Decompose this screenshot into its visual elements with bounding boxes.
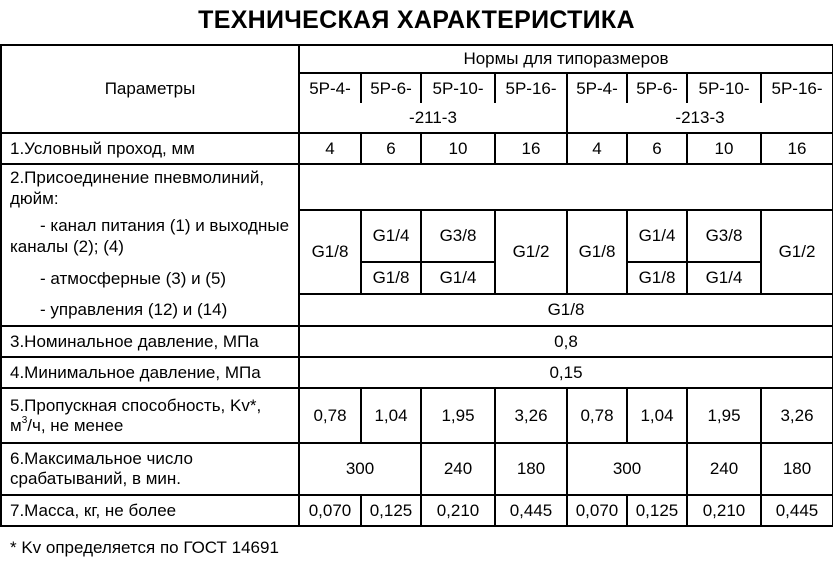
size-header: 5Р-6-: [361, 73, 421, 103]
row-nominal-bore: [1, 133, 833, 164]
param-label: 3.Номинальное давление, МПа: [1, 326, 299, 357]
param-label: 4.Минимальное давление, МПа: [1, 357, 299, 388]
value-cell: 6: [627, 133, 687, 164]
value-cell: 0,78: [299, 388, 361, 443]
flow-unit-post: /ч, не менее: [27, 415, 124, 435]
norms-header: Нормы для типоразмеров: [299, 45, 833, 73]
row-connection-ctrl: [1, 294, 833, 326]
value-cell: G3/8: [687, 210, 761, 262]
value-cell: 240: [421, 443, 495, 495]
param-sublabel: [1, 262, 299, 294]
value-cell: 180: [761, 443, 833, 495]
spec-table: [0, 44, 833, 527]
value-cell: 3,26: [495, 388, 567, 443]
supply-sublabel: - канал питания (1) и выходные каналы (2); (4): [10, 216, 290, 256]
value-cell: 0,210: [687, 495, 761, 526]
size-header: 5Р-10-: [421, 73, 495, 103]
value-cell: 0,070: [299, 495, 361, 526]
group-header-211: -211-3: [299, 103, 567, 133]
value-cell: 0,125: [361, 495, 421, 526]
value-cell: G1/8: [627, 262, 687, 294]
value-cell: G1/4: [421, 262, 495, 294]
value-cell: G1/2: [495, 210, 567, 294]
value-cell: 0,445: [495, 495, 567, 526]
value-cell: 0,78: [567, 388, 627, 443]
row-flow-capacity: [1, 388, 833, 443]
value-cell: G1/8: [567, 210, 627, 294]
value-cell: G1/8: [361, 262, 421, 294]
value-cell: 0,125: [627, 495, 687, 526]
value-cell: 6: [361, 133, 421, 164]
value-cell: 0,15: [299, 357, 833, 388]
value-cell: 1,04: [361, 388, 421, 443]
value-cell: 0,210: [421, 495, 495, 526]
flow-unit-pre: м: [10, 415, 22, 435]
row-connection-header: [1, 164, 833, 210]
value-cell: 4: [299, 133, 361, 164]
row-max-cycles: [1, 443, 833, 495]
header-row-norms: [1, 45, 833, 73]
value-cell: G1/4: [687, 262, 761, 294]
value-cell: 16: [761, 133, 833, 164]
group-header-213: -213-3: [567, 103, 833, 133]
param-label: 6.Максимальное число срабатываний, в мин.: [1, 443, 299, 495]
size-header: 5Р-4-: [299, 73, 361, 103]
value-cell: 4: [567, 133, 627, 164]
atm-sublabel: - атмосферные (3) и (5): [40, 268, 227, 288]
param-label: 7.Масса, кг, не более: [1, 495, 299, 526]
flow-unit-sup: 3: [21, 414, 28, 426]
row-connection-atm: [1, 262, 833, 294]
value-cell: 0,445: [761, 495, 833, 526]
value-cell: G1/8: [299, 210, 361, 294]
blank-cell: [299, 164, 833, 210]
value-cell: G1/4: [627, 210, 687, 262]
value-cell: G3/8: [421, 210, 495, 262]
param-label: 1.Условный проход, мм: [1, 133, 299, 164]
value-cell: 3,26: [761, 388, 833, 443]
value-cell: 300: [567, 443, 687, 495]
value-cell: 10: [687, 133, 761, 164]
value-cell: 240: [687, 443, 761, 495]
flow-label: 5.Пропускная способность, Kv*,: [10, 395, 262, 415]
row-min-pressure: [1, 357, 833, 388]
size-header: 5Р-16-: [495, 73, 567, 103]
value-cell: G1/4: [361, 210, 421, 262]
value-cell: 10: [421, 133, 495, 164]
value-cell: 300: [299, 443, 421, 495]
param-label: [1, 388, 299, 443]
row-nominal-pressure: [1, 326, 833, 357]
value-cell: G1/8: [299, 294, 833, 326]
size-header: 5Р-4-: [567, 73, 627, 103]
page-title: ТЕХНИЧЕСКАЯ ХАРАКТЕРИСТИКА: [198, 6, 635, 34]
param-sublabel: [1, 210, 299, 262]
value-cell: 0,8: [299, 326, 833, 357]
params-header: Параметры: [1, 45, 299, 133]
value-cell: G1/2: [761, 210, 833, 294]
value-cell: 180: [495, 443, 567, 495]
ctrl-sublabel: - управления (12) и (14): [40, 300, 228, 319]
size-header: 5Р-16-: [761, 73, 833, 103]
size-header: 5Р-6-: [627, 73, 687, 103]
footnote: * Kv определяется по ГОСТ 14691: [10, 538, 279, 557]
row-mass: [1, 495, 833, 526]
value-cell: 1,95: [687, 388, 761, 443]
value-cell: 1,04: [627, 388, 687, 443]
size-header: 5Р-10-: [687, 73, 761, 103]
param-sublabel: [1, 294, 299, 326]
value-cell: 0,070: [567, 495, 627, 526]
value-cell: 1,95: [421, 388, 495, 443]
row-connection-supply: [1, 210, 833, 262]
param-label: 2.Присоединение пневмолиний, дюйм:: [1, 164, 299, 210]
value-cell: 16: [495, 133, 567, 164]
